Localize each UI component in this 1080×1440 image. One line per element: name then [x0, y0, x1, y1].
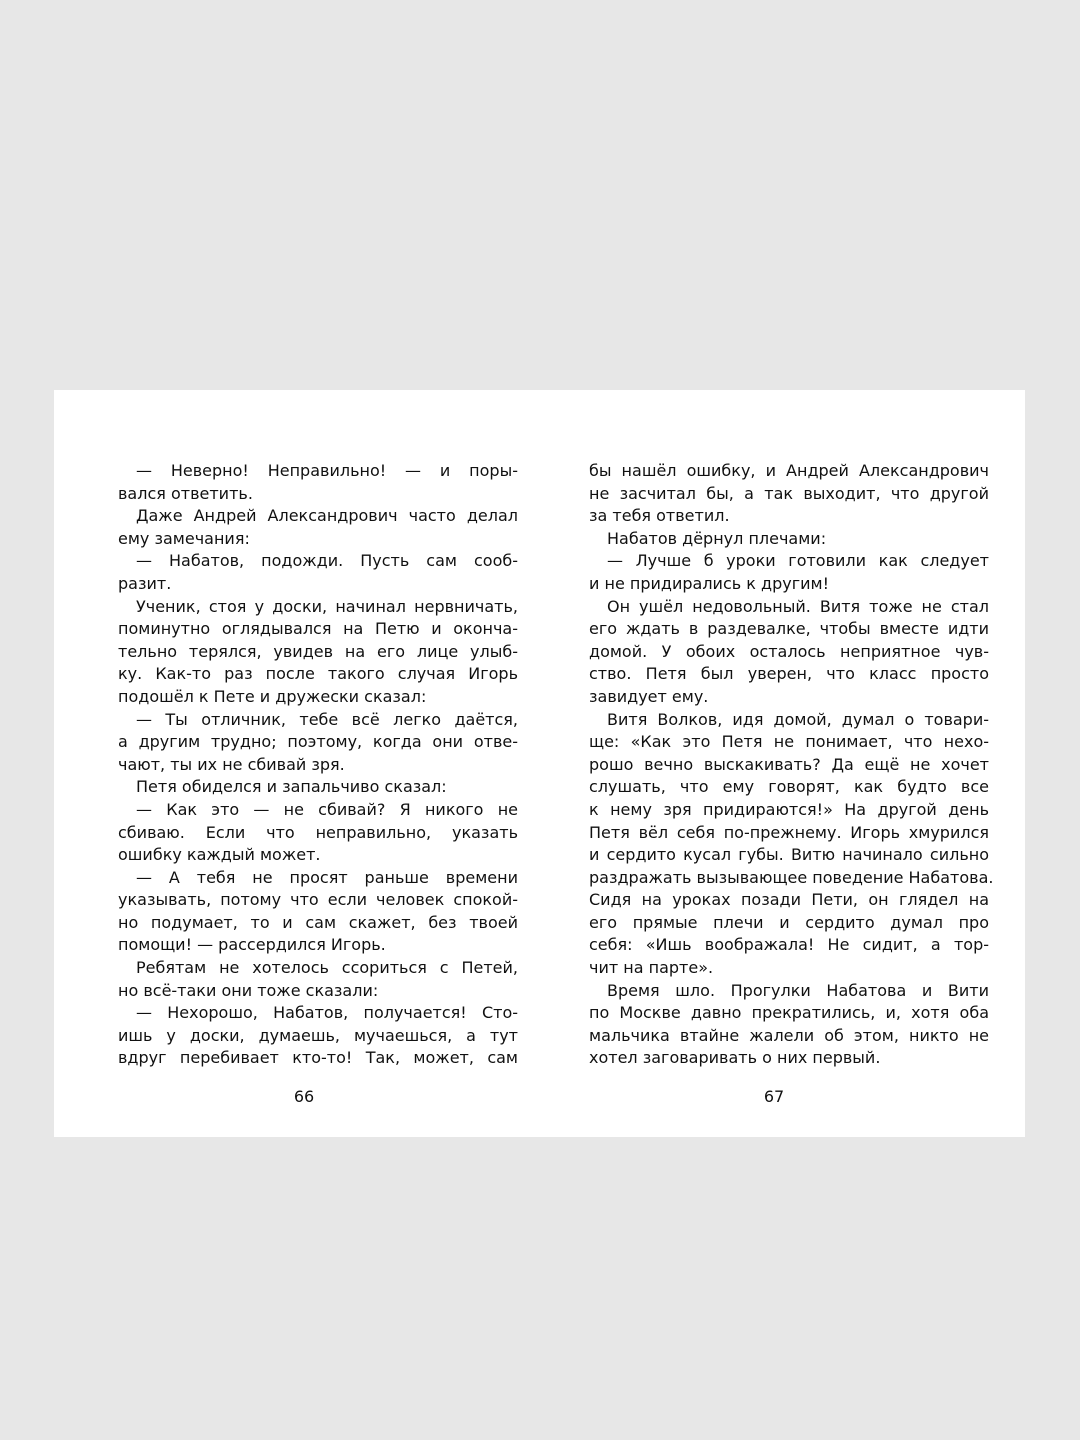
right-page-text [589, 460, 994, 1070]
text-line: помощи! — рассердился Игорь. [118, 935, 386, 955]
text-line: Ребятам не хотелось ссориться с Петей, [136, 958, 518, 978]
text-line: поминутно оглядывался на Петю и оконча- [118, 619, 518, 639]
text-line: — Нехорошо, Набатов, получается! Сто- [136, 1003, 518, 1023]
text-line: по Москве давно прекратились, и, хотя оба [589, 1003, 989, 1023]
text-line: чит на парте». [589, 958, 714, 978]
text-line: а другим трудно; поэтому, когда они отве- [118, 732, 518, 752]
text-line: и не придирались к другим! [589, 573, 829, 593]
text-line: тельно терялся, увидев на его лице улыб- [118, 641, 518, 661]
text-line: его прямые плечи и сердито думал про [589, 912, 989, 932]
text-line: мальчика втайне жалели об этом, никто не [589, 1025, 989, 1045]
text-line: завидует ему. [589, 686, 709, 706]
text-line: подошёл к Пете и дружески сказал: [118, 686, 427, 706]
text-line: не засчитал бы, а так выходит, что другой [589, 483, 989, 503]
text-line: и сердито кусал губы. Витю начинало сильно [589, 845, 989, 865]
text-line: Петя обиделся и запальчиво сказал: [136, 777, 447, 797]
text-line: домой. У обоих осталось неприятное чув- [589, 641, 989, 661]
text-line: чают, ты их не сбивай зря. [118, 754, 345, 774]
text-line: Набатов дёрнул плечами: [607, 528, 827, 548]
text-line: — Ты отличник, тебе всё легко даётся, [136, 709, 518, 729]
text-line: ишь у доски, думаешь, мучаешься, а тут [118, 1025, 518, 1045]
text-line: но всё-таки они тоже сказали: [118, 980, 379, 1000]
page-number-left: 66 [293, 1087, 315, 1106]
text-line: слушать, что ему говорят, как будто все [589, 777, 989, 797]
text-line: Витя Волков, идя домой, думал о товари- [607, 709, 989, 729]
text-line: указывать, потому что если человек спокой- [118, 890, 518, 910]
text-line: Сидя на уроках позади Пети, он глядел на [589, 890, 989, 910]
text-line: ще: «Как это Петя не понимает, что нехо- [589, 732, 989, 752]
text-line: Ученик, стоя у доски, начинал нервничать, [136, 596, 518, 616]
text-line: — Лучше б уроки готовили как следует [607, 551, 989, 571]
text-line: — Набатов, подожди. Пусть сам сооб- [136, 551, 518, 571]
text-line: сбиваю. Если что неправильно, указать [118, 822, 518, 842]
text-line: ку. Как-то раз после такого случая Игорь [118, 664, 518, 684]
text-line: хотел заговаривать о них первый. [589, 1048, 881, 1068]
text-line: — А тебя не просят раньше времени [136, 867, 518, 887]
book-spread [54, 390, 1025, 1137]
text-line: — Неверно! Неправильно! — и поры- [136, 461, 518, 480]
text-line: раздражать вызывающее поведение Набатова. [589, 867, 994, 887]
text-line: Даже Андрей Александрович часто делал [136, 506, 518, 526]
text-line: ство. Петя был уверен, что класс просто [589, 664, 989, 684]
text-line: себя: «Ишь воображала! Не сидит, а тор- [589, 935, 989, 955]
text-line: — Как это — не сбивай? Я никого не [136, 799, 518, 819]
text-line: его ждать в раздевалке, чтобы вместе идти [589, 619, 989, 639]
text-line: Время шло. Прогулки Набатова и Вити [607, 980, 989, 1000]
text-line: к нему зря придираются!» На другой день [589, 799, 989, 819]
text-line: рошо вечно выскакивать? Да ещё не хочет [589, 754, 989, 774]
left-page-text [118, 460, 518, 1070]
text-line: но подумает, то и сам скажет, без твоей [118, 912, 518, 932]
page-number-right: 67 [763, 1087, 785, 1106]
text-line: ошибку каждый может. [118, 845, 321, 865]
text-line: вдруг перебивает кто-то! Так, может, сам [118, 1048, 518, 1068]
text-line: вался ответить. [118, 483, 253, 503]
text-line: ему замечания: [118, 528, 250, 548]
text-line: Он ушёл недовольный. Витя тоже не стал [607, 596, 989, 616]
text-line: бы нашёл ошибку, и Андрей Александрович [589, 461, 989, 480]
text-line: разит. [118, 573, 172, 593]
text-line: Петя вёл себя по-прежнему. Игорь хмурился [589, 822, 989, 842]
text-line: за тебя ответил. [589, 506, 730, 526]
